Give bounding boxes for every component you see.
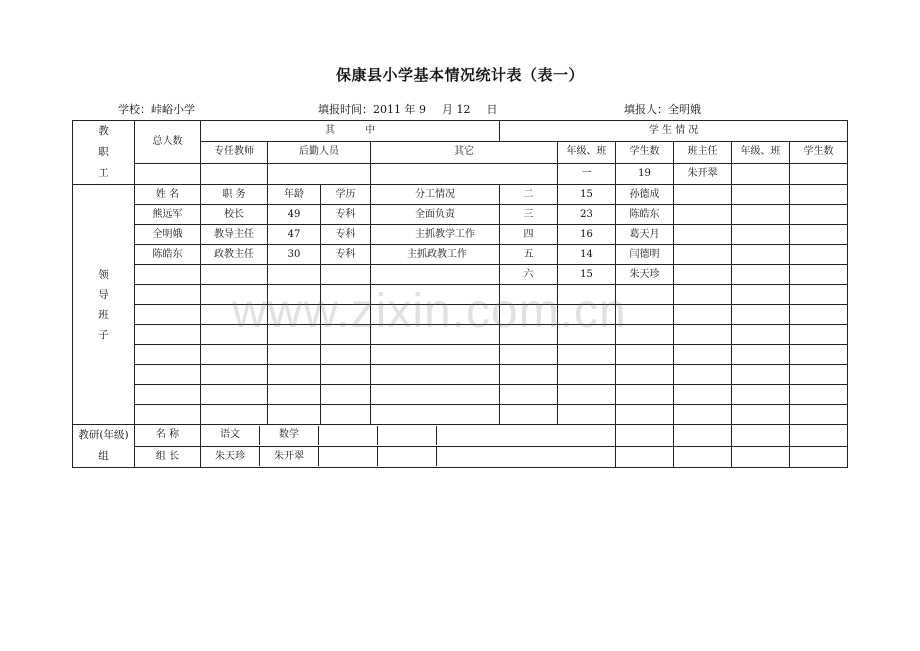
- day-unit: 日: [486, 103, 498, 116]
- filler-label: 填报人：: [624, 103, 668, 116]
- research-group-name: 数学: [260, 426, 319, 445]
- among-header: 其 中: [201, 121, 500, 142]
- month-value: 9: [419, 103, 426, 116]
- research-name-label: 名 称: [135, 425, 201, 447]
- leader-duty: 全面负责: [371, 205, 500, 225]
- leader-age: 30: [268, 245, 321, 265]
- duty-header: 分工情况: [371, 185, 500, 205]
- student-count-cell: 14: [558, 245, 616, 265]
- student-count-cell: 16: [558, 225, 616, 245]
- student-count-header: 学生数: [616, 142, 674, 163]
- staff-char: 教: [98, 125, 109, 137]
- research-group-label: [73, 425, 135, 468]
- leader-header-row: [73, 185, 848, 205]
- page-title: 保康县小学基本情况统计表（表一）: [335, 66, 584, 84]
- year-unit: 年: [404, 103, 416, 116]
- student-count-cell: 15: [558, 185, 616, 205]
- education-header: 学历: [321, 185, 371, 205]
- head-teacher-cell: 葛天月: [616, 225, 674, 245]
- grade-cell: 五: [500, 245, 558, 265]
- leader-position: 校长: [201, 205, 268, 225]
- table-row: [73, 163, 848, 184]
- grade-cell: 四: [500, 225, 558, 245]
- leader-position: 政教主任: [201, 245, 268, 265]
- research-leader-row: [73, 446, 848, 468]
- grade-cell: 三: [500, 205, 558, 225]
- research-name-row: [73, 425, 848, 447]
- leader-education: 专科: [321, 205, 371, 225]
- leadership-char: 班: [98, 308, 109, 321]
- leader-age: 49: [268, 205, 321, 225]
- student-count-cell: 23: [558, 205, 616, 225]
- table-row: [73, 225, 848, 245]
- leader-education: 专科: [321, 245, 371, 265]
- head-teacher-cell: 闫德明: [616, 245, 674, 265]
- head-teacher-header: 班主任: [674, 142, 732, 163]
- research-group-leader: 朱天珍: [201, 447, 260, 466]
- table-row: [73, 365, 848, 385]
- total-count-header: 总人数: [135, 121, 201, 164]
- staff-header-row: [73, 121, 848, 142]
- leader-duty: 主抓教学工作: [371, 225, 500, 245]
- table-row: [73, 265, 848, 285]
- leader-position: 教导主任: [201, 225, 268, 245]
- date-label: 填报时间：: [318, 103, 373, 116]
- position-header: 职 务: [201, 185, 268, 205]
- table-row: [73, 345, 848, 365]
- watermark: www.zixin.com.cn: [232, 285, 627, 338]
- grade-cell: 六: [500, 265, 558, 285]
- head-teacher-cell: 朱开翠: [674, 163, 732, 184]
- table-row: [73, 325, 848, 345]
- staff-char: 工: [98, 167, 109, 179]
- leadership-char: 子: [98, 328, 109, 341]
- table-row: [73, 405, 848, 425]
- statistics-table: [72, 120, 848, 468]
- table-row: [73, 245, 848, 265]
- leadership-char: 领: [98, 268, 109, 281]
- research-group-label-line1: 教研(年级): [78, 429, 129, 441]
- leader-name: 熊远军: [135, 205, 201, 225]
- logistics-staff-value: [268, 163, 371, 184]
- leadership-char: 导: [98, 288, 109, 301]
- leader-name: 全明娥: [135, 225, 201, 245]
- logistics-staff-header: 后勤人员: [268, 142, 371, 163]
- total-count-value: [135, 163, 201, 184]
- research-group-leader: 朱开翠: [260, 447, 319, 466]
- leader-duty: 主抓政教工作: [371, 245, 500, 265]
- student-count-header-2: 学生数: [790, 142, 848, 163]
- filler-field: [624, 101, 701, 117]
- staff-char: 职: [98, 146, 109, 158]
- other-staff-header: 其它: [371, 142, 558, 163]
- table-row: [73, 285, 848, 305]
- grade-cell: 二: [500, 185, 558, 205]
- table-row: [73, 385, 848, 405]
- year-value: 2011: [373, 103, 401, 116]
- full-time-teacher-header: 专任教师: [201, 142, 268, 163]
- head-teacher-cell: 陈皓东: [616, 205, 674, 225]
- filler-value: 全明娥: [668, 103, 701, 116]
- grade-cell: 一: [558, 163, 616, 184]
- student-count-cell: 15: [558, 265, 616, 285]
- leader-education: 专科: [321, 225, 371, 245]
- table-row: [73, 305, 848, 325]
- school-field: [118, 101, 195, 117]
- name-header: 姓 名: [135, 185, 201, 205]
- table-row: [73, 205, 848, 225]
- student-count-cell: 19: [616, 163, 674, 184]
- grade-class-header-2: 年级、班: [732, 142, 790, 163]
- school-label: 学校：: [118, 103, 151, 116]
- school-value: 峠峪小学: [151, 103, 195, 116]
- leader-age: 47: [268, 225, 321, 245]
- day-value: 12: [456, 103, 471, 116]
- other-staff-value: [371, 163, 558, 184]
- head-teacher-cell: 孙德成: [616, 185, 674, 205]
- age-header: 年龄: [268, 185, 321, 205]
- students-header: 学 生 情 况: [500, 121, 848, 142]
- grade-class-header: 年级、班: [558, 142, 616, 163]
- month-unit: 月: [442, 103, 453, 116]
- research-leader-label: 组 长: [135, 446, 201, 468]
- full-time-teacher-value: [201, 163, 268, 184]
- leadership-section-label: [73, 185, 135, 425]
- head-teacher-cell: 朱天珍: [616, 265, 674, 285]
- date-field: [318, 101, 498, 117]
- research-group-name: 语文: [201, 426, 260, 445]
- leader-name: 陈皓东: [135, 245, 201, 265]
- staff-section-label: [73, 121, 135, 185]
- research-group-label-line2: 组: [98, 450, 109, 462]
